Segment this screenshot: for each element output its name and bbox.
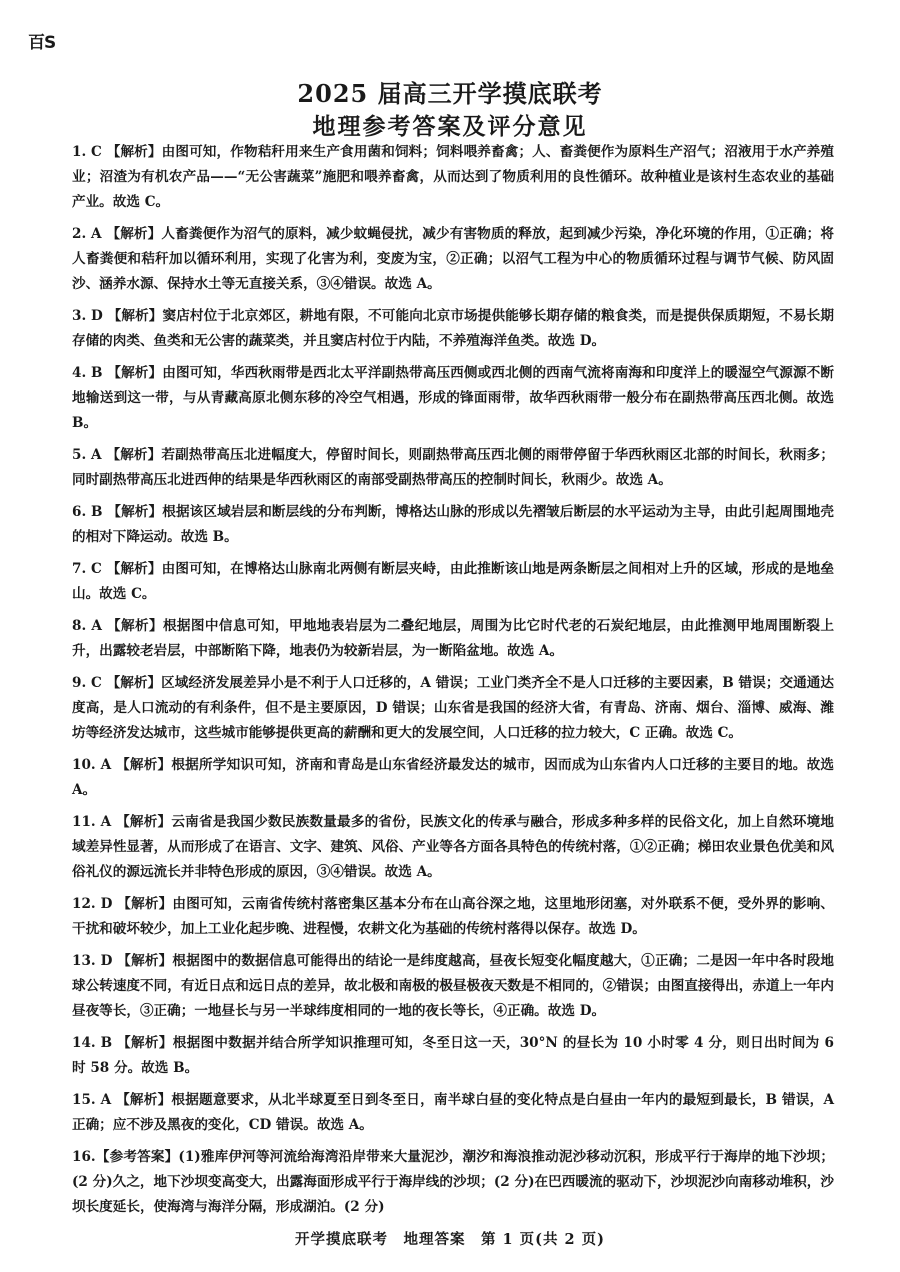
answer-item-3: 3. D 【解析】窦店村位于北京郊区，耕地有限，不可能向北京市场提供能够长期存储的粮食类，而是提供保质期短，不易长期存储的肉类、鱼类和无公害的蔬菜类，并且窦店村位于内陆，不养殖海洋鱼类。故选 D。	[72, 308, 834, 349]
document-subtitle: 地理参考答案及评分意见	[312, 113, 588, 140]
page-footer: 开学摸底联考 地理答案 第 1 页(共 2 页)	[294, 1231, 606, 1248]
answer-item-15: 15. A 【解析】根据题意要求，从北半球夏至日到冬至日，南半球白昼的变化特点是白昼由一年内的最短到最长，B 错误，A 正确；应不涉及黑夜的变化，CD 错误。故选 A。	[72, 1092, 834, 1133]
answer-item-9: 9. C 【解析】区域经济发展差异小是不利于人口迁移的，A 错误；工业门类齐全不是人口迁移的主要因素，B 错误；交通通达度高，是人口流动的有利条件，但不是主要原因，D 错误；山东省是我国的经济大省，有青岛、济南、烟台、淄博、威海、潍坊等经济发达城市，这些城市能够提供更高的薪酬和更大的发展空间，人口迁移的拉力较大，C 正确。故选 C。	[72, 675, 834, 741]
answer-item-4: 4. B 【解析】由图可知，华西秋雨带是西北太平洋副热带高压西侧或西北侧的西南气流将南海和印度洋上的暖湿空气源源不断地输送到这一带，与从青藏高原北侧东移的冷空气相遇，形成的锋面雨带，故华西秋雨带一般分布在副热带高压西北侧。故选 B。	[72, 365, 834, 431]
answer-item-10: 10. A 【解析】根据所学知识可知，济南和青岛是山东省经济最发达的城市，因而成为山东省内人口迁移的主要目的地。故选 A。	[72, 757, 834, 798]
answer-item-7: 7. C 【解析】由图可知，在博格达山脉南北两侧有断层夹峙，由此推断该山地是两条断层之间相对上升的区域，形成的是地垒山。故选 C。	[72, 561, 834, 602]
answer-item-16: 16.【参考答案】(1)雅库伊河等河流给海湾沿岸带来大量泥沙，潮汐和海浪推动泥沙移动沉积，形成平行于海岸的地下沙坝；(2 分)久之，地下沙坝变高变大，出露海面形成平行于海岸线的沙坝；(2 分)在巴西暖流的驱动下，沙坝泥沙向南移动堆积，沙坝长度延长，使海湾与海洋分隔，形成湖泊。(2 分)	[72, 1149, 834, 1215]
answer-item-14: 14. B 【解析】根据图中数据并结合所学知识推理可知，冬至日这一天，30°N 的昼长为 10 小时零 4 分，则日出时间为 6 时 58 分。故选 B。	[72, 1035, 834, 1076]
answer-list	[72, 140, 834, 1227]
answer-item-11: 11. A 【解析】云南省是我国少数民族数量最多的省份，民族文化的传承与融合，形成多种多样的民俗文化，加上自然环境地域差异性显著，从而形成了在语言、文字、建筑、风俗、产业等各方面各具特色的传统村落，①②正确；梯田农业景色优美和风俗礼仪的源远流长并非特色形成的原因，③④错误。故选 A。	[72, 814, 834, 880]
answer-item-12: 12. D 【解析】由图可知，云南省传统村落密集区基本分布在山高谷深之地，这里地形闭塞，对外联系不便，受外界的影响、干扰和破坏较少，加上工业化起步晚、进程慢，农耕文化为基础的传统村落得以保存。故选 D。	[72, 896, 834, 937]
answer-item-1: 1. C 【解析】由图可知，作物秸秆用来生产食用菌和饲料；饲料喂养畜禽；人、畜粪便作为原料生产沼气；沼液用于水产养殖业；沼渣为有机农产品——“无公害蔬菜”施肥和喂养畜禽，从而达到了物质利用的良性循环。故种植业是该村生态农业的基础产业。故选 C。	[72, 144, 834, 210]
answer-item-6: 6. B 【解析】根据该区域岩层和断层线的分布判断，博格达山脉的形成以先褶皱后断层的水平运动为主导，由此引起周围地壳的相对下降运动。故选 B。	[72, 504, 834, 545]
answer-item-2: 2. A 【解析】人畜粪便作为沼气的原料，减少蚊蝇侵扰，减少有害物质的释放，起到减少污染，净化环境的作用，①正确；将人畜粪便和秸秆加以循环利用，实现了化害为利，变废为宝，②正确；以沼气工程为中心的物质循环过程与调节气候、防风固沙、涵养水源、保持水土等无直接关系，③④错误。故选 A。	[72, 226, 834, 292]
publisher-logo: 百S	[28, 33, 56, 53]
answer-item-5: 5. A 【解析】若副热带高压北进幅度大，停留时间长，则副热带高压西北侧的雨带停留于华西秋雨区北部的时间长，秋雨多；同时副热带高压北进西伸的结果是华西秋雨区的南部受副热带高压的控制时间长，秋雨少。故选 A。	[72, 447, 834, 488]
answer-item-13: 13. D 【解析】根据图中的数据信息可能得出的结论一是纬度越高，昼夜长短变化幅度越大，①正确；二是因一年中各时段地球公转速度不同，有近日点和远日点的差异，故北极和南极的极昼极夜天数是不相同的，②错误；由图直接得出，赤道上一年内昼夜等长，③正确；一地昼长与另一半球纬度相同的一地的夜长等长，④正确。故选 D。	[72, 953, 834, 1019]
answer-item-8: 8. A 【解析】根据图中信息可知，甲地地表岩层为二叠纪地层，周围为比它时代老的石炭纪地层，由此推测甲地周围断裂上升，出露较老岩层，中部断陷下降，地表仍为较新岩层，为一断陷盆地。故选 A。	[72, 618, 834, 659]
exam-title: 2025 届高三开学摸底联考	[297, 79, 603, 108]
